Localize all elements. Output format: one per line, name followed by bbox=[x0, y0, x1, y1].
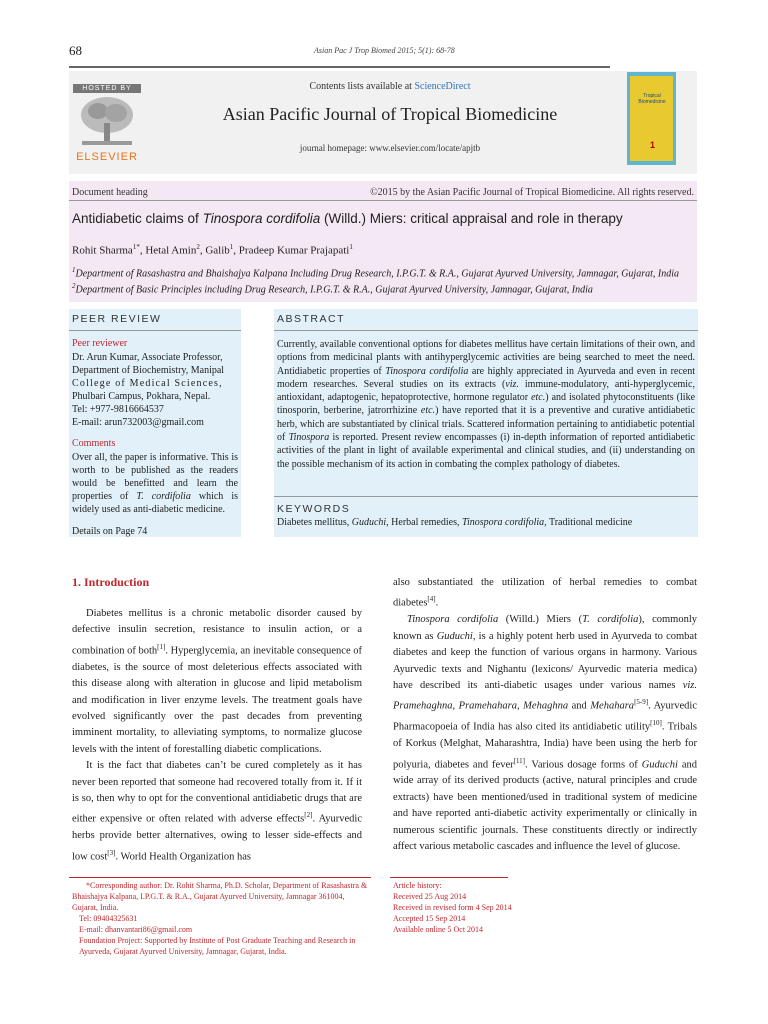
cover-number: 1 bbox=[650, 140, 656, 150]
body-column-right bbox=[393, 575, 697, 856]
footnote-corresponding: *Corresponding author: Dr. Rohit Sharma, Ph.D. Scholar, Department of Rasashastra & Bhaishajya Kalpana, I.P.G.T. & R.A., Gujarat Ayurved University, Jamnagar 361004, Gujarat, India. bbox=[72, 881, 368, 912]
abstract-run: ) have reported that it is a preventive and curative antidiabetic herb, which are substantiated by clinical trials. Scattered information pertaining to antidiabetic potential of bbox=[277, 405, 696, 444]
paragraph bbox=[393, 575, 697, 612]
document-heading: Document heading bbox=[72, 187, 148, 198]
contents-prefix: Contents lists available at bbox=[309, 81, 415, 92]
title-divider bbox=[69, 200, 697, 201]
abstract-italic: viz. bbox=[505, 378, 519, 390]
keywords-list bbox=[277, 517, 695, 528]
comments-text: Over all, the paper is informative. This is worth to be published as the readers would be benefitted and learn the properties of bbox=[72, 452, 238, 502]
paper-title bbox=[72, 211, 692, 226]
abstract-run: is reported. Present review encompasses (i) in-depth information of reported antidiabetic activities of the plant in light of available experimental and clinical studies, and (ii) understanding on the possible mechanism of its action in combating the complex pathology of diabetes. bbox=[277, 432, 695, 470]
paragraph bbox=[72, 758, 362, 865]
history-label: Article history: bbox=[393, 881, 442, 890]
keyword-run: Traditional medicine bbox=[546, 517, 633, 528]
text-run: . Tribals of Korkus (Melghat, Maharashtra, India) have been using the herb for polyuria, diabetes and fever bbox=[393, 721, 698, 771]
article-history bbox=[393, 880, 593, 935]
abstract-italic: etc. bbox=[420, 405, 436, 417]
elsevier-logo-text: ELSEVIER bbox=[76, 151, 138, 163]
text-run: . Ayurvedic herbs provide better alternatives, owing to lesser side-effects and low cost bbox=[72, 813, 362, 863]
journal-title: Asian Pacific Journal of Tropical Biomedicine bbox=[222, 104, 558, 124]
copyright-notice: ©2015 by the Asian Pacific Journal of Tropical Biomedicine. All rights reserved. bbox=[370, 187, 694, 198]
affiliation-text: Department of Basic Principles including Drug Research, I.P.G.T. & R.A., Gujarat Ayurved University, Jamnagar, Gujarat, India bbox=[75, 284, 593, 296]
reviewer-line: College of Medical Sciences, bbox=[72, 378, 223, 389]
citation[interactable]: [4] bbox=[427, 595, 436, 604]
italic-run: Pramehahara bbox=[458, 700, 517, 712]
text-run: . Various dosage forms of bbox=[525, 759, 642, 771]
citation[interactable]: [5-9] bbox=[634, 698, 649, 707]
text-run: , bbox=[452, 700, 459, 712]
abstract-run: ) and isolated phytoconstituents (like tinosporin, berberine, jatrorrhizine bbox=[277, 392, 696, 417]
author-separator: , bbox=[199, 244, 206, 257]
citation[interactable]: [3] bbox=[107, 848, 116, 857]
footnote-foundation: Foundation Project: Supported by Institute of Post Graduate Teaching and Research in Ayurveda, Gujarat Ayurved University, Jamnagar, Gujarat, India. bbox=[79, 936, 356, 956]
abstract-run: are highly appreciated in Ayurveda and even in recent modern researches. Several studies on its extracts ( bbox=[277, 365, 695, 390]
peer-reviewer-label: Peer reviewer bbox=[72, 338, 128, 349]
comments-text: which is widely used as anti-diabetic medicine. bbox=[72, 491, 238, 515]
affiliation-sup: 1 bbox=[72, 266, 76, 274]
title-post: (Willd.) Miers: critical appraisal and role in therapy bbox=[320, 211, 623, 226]
abstract-run: Currently, available conventional options for diabetes mellitus have certain limitations of their own, and options from medicinal plants with antihyperglycemic activities are being searched to meet the need. Antidiabetic properties of bbox=[277, 339, 695, 377]
header-rule bbox=[69, 66, 610, 68]
footnote-tel: Tel: 09404325631 bbox=[79, 914, 138, 923]
sciencedirect-link[interactable]: ScienceDirect bbox=[414, 81, 471, 92]
affiliation-text: Department of Rasashastra and Bhaishajya Kalpana Including Drug Research, I.P.G.T. & R.A., Gujarat Ayurved University, Jamnagar, Gujarat, India bbox=[75, 268, 679, 280]
reviewer-line: Dr. Arun Kumar, Associate Professor, bbox=[72, 352, 223, 363]
text-run: . bbox=[435, 597, 439, 609]
peer-review-divider bbox=[69, 330, 241, 331]
comments-species: T. cordifolia bbox=[136, 491, 191, 502]
author-separator: , bbox=[139, 244, 146, 257]
review-comments bbox=[72, 451, 238, 516]
text-run: also substantiated the utilization of herbal remedies to combat diabetes bbox=[393, 577, 697, 609]
author-sup: 1 bbox=[349, 243, 353, 251]
affiliation-1 bbox=[72, 266, 692, 279]
history-online: Available online 5 Oct 2014 bbox=[393, 925, 484, 934]
paragraph bbox=[72, 606, 362, 758]
italic-run: viz. Pramehaghna bbox=[393, 679, 697, 712]
abstract-italic: Tinospora bbox=[288, 432, 330, 444]
italic-run: Tinospora cordifolia bbox=[407, 614, 499, 626]
author-sup: 1 bbox=[229, 243, 234, 251]
history-accepted: Accepted 15 Sep 2014 bbox=[393, 914, 466, 923]
author-sup: 1* bbox=[132, 243, 140, 251]
text-run: . Ayurvedic Pharmacopoeia of India has also cited its antidiabetic utility bbox=[393, 700, 697, 733]
peer-review-heading: PEER REVIEW bbox=[72, 313, 162, 325]
author-name: Galib bbox=[205, 244, 230, 257]
body-column-left bbox=[72, 606, 362, 866]
keywords-heading: KEYWORDS bbox=[277, 503, 351, 515]
italic-run: Mehahara bbox=[590, 700, 635, 712]
page-number: 68 bbox=[69, 43, 82, 58]
italic-run: Guduchi bbox=[641, 759, 678, 771]
history-revised: Received in revised form 4 Sep 2014 bbox=[393, 903, 512, 912]
affiliation-sup: 2 bbox=[72, 282, 76, 290]
footnote-rule-right bbox=[390, 877, 508, 878]
corresponding-author-footnote bbox=[72, 880, 368, 957]
author-name: Rohit Sharma bbox=[72, 244, 133, 257]
author-name: Hetal Amin bbox=[145, 244, 197, 257]
abstract-italic: etc. bbox=[531, 392, 546, 404]
citation[interactable]: [2] bbox=[304, 811, 313, 820]
italic-run: Guduchi bbox=[436, 630, 473, 642]
affiliation-2 bbox=[72, 282, 692, 295]
author-separator: , bbox=[233, 244, 239, 257]
keywords-divider bbox=[274, 496, 698, 497]
text-run: . World Health Organization has bbox=[115, 851, 251, 863]
review-details: Details on Page 74 bbox=[72, 526, 148, 537]
text-run: and wide array of its derived products (active, natural principles and crude extracts) have been mentioned/used in traditional system of medicine and have reported anti-diabetic activity experimentally or clinically in numerous scientific journals. These constituents directly or indirectly affect various metabolic cascades and influence the level of glucose. bbox=[393, 759, 697, 853]
abstract-text bbox=[277, 338, 695, 471]
keyword-run: Diabetes mellitus, bbox=[277, 517, 352, 528]
reviewer-line: Department of Biochemistry, Manipal bbox=[72, 365, 225, 376]
paragraph bbox=[393, 612, 697, 855]
reviewer-line: Tel: +977-9816664537 bbox=[72, 404, 164, 415]
reviewer-line: Phulbari Campus, Pokhara, Nepal. bbox=[72, 391, 211, 402]
footnote-email[interactable]: E-mail: dhanvantari86@gmail.com bbox=[79, 925, 193, 934]
text-run: , bbox=[517, 700, 524, 712]
citation[interactable]: [1] bbox=[157, 642, 166, 651]
text-run: . Hyperglycemia, an inevitable consequence of diabetes, is the source of most deleterious effects associated with this disease along with alteration in glucose and lipid metabolism and modification in liver enzyme levels. The treatment goals have evolved significantly over the past decades from preventing imminent mortality, to alleviating symptoms, to normalize glucose levels with the intent of forestalling diabetic complications. bbox=[72, 645, 362, 755]
running-head: Asian Pac J Trop Biomed 2015; 5(1): 68-78 bbox=[314, 46, 455, 55]
title-pre: Antidiabetic claims of bbox=[72, 211, 203, 226]
elsevier-tree-logo bbox=[78, 95, 136, 147]
history-received: Received 25 Aug 2014 bbox=[393, 892, 467, 901]
footnote-rule-left bbox=[69, 877, 371, 878]
text-run: It is the fact that diabetes can’t be cured completely as it has never been reported that someone had recovered totally from it. If it is so, then why to opt for the conventional antidiabetic drugs that are either expensive or often related with adverse effects bbox=[72, 760, 362, 825]
contents-line bbox=[250, 81, 530, 92]
author-list bbox=[72, 243, 692, 257]
title-species: Tinospora cordifolia bbox=[202, 211, 321, 226]
author-sup: 2 bbox=[196, 243, 200, 251]
keyword-italic: Guduchi bbox=[351, 517, 387, 528]
italic-run: Mehaghna bbox=[523, 700, 569, 712]
abstract-divider bbox=[274, 330, 698, 331]
keyword-run: , Herbal remedies, bbox=[386, 517, 462, 528]
journal-homepage[interactable]: journal homepage: www.elsevier.com/locate/apjtb bbox=[299, 143, 481, 153]
text-run: ), commonly known as bbox=[393, 614, 697, 642]
text-run: , is a highly potent herb used in Ayurveda to combat diabetes and keep the function of various organs in harmony. Various Ayurvedic texts and Nighantu (lexicons/ Ayurvedic materia medica) have described its anti-diabetic usages under various names bbox=[393, 630, 697, 691]
citation[interactable]: [11] bbox=[513, 756, 526, 765]
keyword-italic: Tinospora cordifolia, bbox=[461, 517, 547, 528]
abstract-italic: Tinospora cordifolia bbox=[385, 365, 469, 377]
author-name: Pradeep Kumar Prajapati bbox=[238, 244, 350, 257]
section-heading-introduction: 1. Introduction bbox=[72, 575, 150, 589]
abstract-heading: ABSTRACT bbox=[277, 313, 346, 325]
reviewer-email[interactable]: E-mail: arun732003@gmail.com bbox=[72, 417, 204, 428]
cover-title: Tropical Biomedicine bbox=[638, 93, 666, 105]
citation[interactable]: [10] bbox=[650, 719, 662, 728]
text-run: and bbox=[568, 700, 591, 712]
abstract-run: immune-modulatory, anti-hyperglycemic, antioxidant, adaptogenic, hepatoprotective, hormone regulator bbox=[277, 378, 695, 404]
italic-run: T. cordifolia bbox=[582, 614, 639, 626]
hosted-by-label: HOSTED BY bbox=[73, 84, 141, 93]
text-run: Diabetes mellitus is a chronic metabolic disorder caused by defective insulin secretion, resistance to insulin action, or a combination of both bbox=[72, 608, 362, 657]
text-run: (Willd.) Miers ( bbox=[498, 614, 583, 626]
comments-label: Comments bbox=[72, 438, 116, 449]
